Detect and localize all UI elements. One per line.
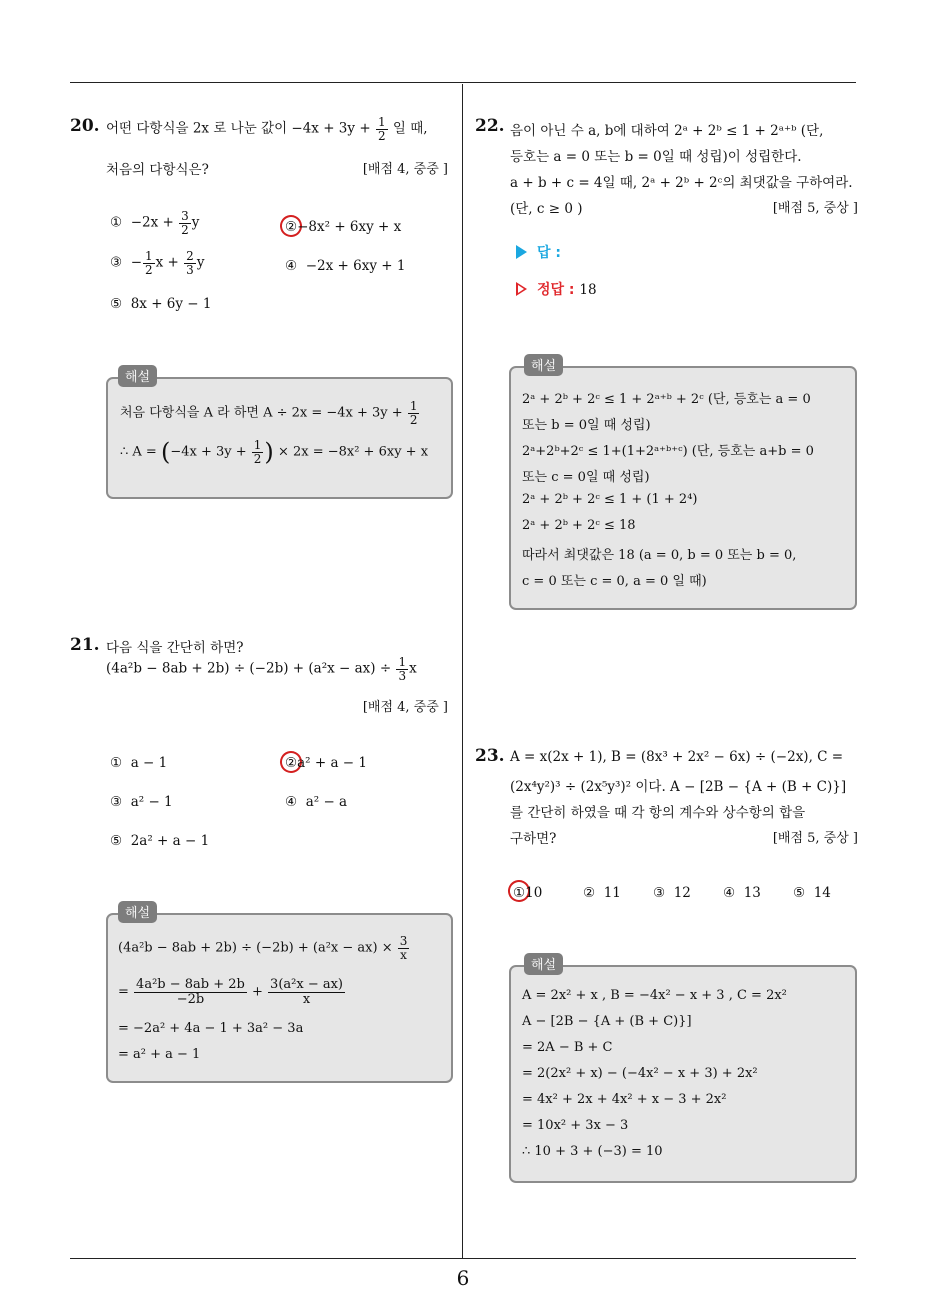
answer-field[interactable]: 답 : xyxy=(516,242,561,262)
question-number: 22. xyxy=(475,116,505,136)
column-divider xyxy=(462,84,463,1258)
option-2[interactable]: ②a² + a − 1 xyxy=(285,755,367,771)
question-number: 21. xyxy=(70,635,100,655)
fraction: $\frac{1}{2}$ xyxy=(377,115,386,143)
solution-line: ∴ 10 + 3 + (−3) = 10 xyxy=(522,1144,663,1159)
score-difficulty: [배점 4, 중중 ] xyxy=(362,162,448,177)
option-3[interactable]: ③ 12 xyxy=(653,885,691,901)
play-icon xyxy=(516,245,527,259)
solution-line: = 4x² + 2x + 4x² + x − 3 + 2x² xyxy=(522,1092,727,1107)
option-4[interactable]: ④ −2x + 6xy + 1 xyxy=(285,258,406,274)
score-difficulty: [배점 5, 중상 ] xyxy=(772,831,858,846)
solution-line: 처음 다항식을 A 라 하면 A ÷ 2x = −4x + 3y + $\frac{1}{2}$ xyxy=(120,399,418,427)
bottom-rule xyxy=(70,1258,856,1259)
option-1[interactable]: ① a − 1 xyxy=(110,755,168,771)
score-difficulty: [배점 4, 중중 ] xyxy=(362,700,448,715)
question-text: A = x(2x + 1), B = (8x³ + 2x² − 6x) ÷ (−2x), C = xyxy=(510,749,844,765)
question-number: 23. xyxy=(475,746,505,766)
solution-tag: 해설 xyxy=(118,901,157,923)
solution-line: = a² + a − 1 xyxy=(118,1047,201,1062)
solution-line: A = 2x² + x , B = −4x² − x + 3 , C = 2x² xyxy=(522,988,787,1003)
solution-tag: 해설 xyxy=(118,365,157,387)
question-number: 20. xyxy=(70,116,100,136)
solution-line: ∴ A = (−4x + 3y + $\frac{1}{2}$ ) × 2x = −8x² + 6xy + x xyxy=(120,437,429,466)
option-4[interactable]: ④ 13 xyxy=(723,885,761,901)
solution-line: = 2A − B + C xyxy=(522,1040,613,1055)
question-text: 구하면? xyxy=(510,831,557,847)
question-text: (2x⁴y²)³ ÷ (2x⁵y³)² 이다. A − [2B − {A + (B + C)}] xyxy=(510,779,847,795)
option-2[interactable]: ②−8x² + 6xy + x xyxy=(285,219,402,235)
solution-line: 또는 c = 0일 때 성립) xyxy=(522,470,650,485)
option-4[interactable]: ④ a² − a xyxy=(285,794,348,810)
option-2[interactable]: ② 11 xyxy=(583,885,621,901)
solution-line: 따라서 최댓값은 18 (a = 0, b = 0 또는 b = 0, xyxy=(522,548,797,563)
page-number: 6 xyxy=(456,1266,470,1290)
question-text: 다음 식을 간단히 하면? xyxy=(106,640,244,656)
solution-line: = −2a² + 4a − 1 + 3a² − 3a xyxy=(118,1021,304,1036)
solution-tag: 해설 xyxy=(524,354,563,376)
solution-tag: 해설 xyxy=(524,953,563,975)
solution-line: = 2(2x² + x) − (−4x² − x + 3) + 2x² xyxy=(522,1066,758,1081)
solution-line: 2ᵃ + 2ᵇ + 2ᶜ ≤ 1 + 2ᵃ⁺ᵇ + 2ᶜ (단, 등호는 a = 0 xyxy=(522,392,811,407)
correct-answer-value: 18 xyxy=(579,282,597,298)
solution-line: 2ᵃ + 2ᵇ + 2ᶜ ≤ 18 xyxy=(522,518,636,533)
score-difficulty: [배점 5, 중상 ] xyxy=(772,201,858,216)
solution-line: c = 0 또는 c = 0, a = 0 일 때) xyxy=(522,574,707,589)
option-1[interactable]: ① −2x + $\frac{3}{2}$ y xyxy=(110,209,200,237)
question-text: a + b + c = 4일 때, 2ᵃ + 2ᵇ + 2ᶜ의 최댓값을 구하여라. xyxy=(510,175,853,191)
option-5[interactable]: ⑤ 8x + 6y − 1 xyxy=(110,296,212,312)
option-1[interactable]: ①10 xyxy=(513,885,543,901)
option-3[interactable]: ③ a² − 1 xyxy=(110,794,173,810)
correct-answer: 정답 : 18 xyxy=(516,279,597,299)
question-text: (단, c ≥ 0 ) xyxy=(510,201,583,217)
solution-line: = 10x² + 3x − 3 xyxy=(522,1118,629,1133)
solution-line: A − [2B − {A + (B + C)}] xyxy=(522,1014,692,1029)
question-text: 등호는 a = 0 또는 b = 0일 때 성립)이 성립한다. xyxy=(510,149,802,165)
top-rule xyxy=(70,82,856,83)
question-text: 를 간단히 하였을 때 각 항의 계수와 상수항의 합을 xyxy=(510,805,806,821)
question-text: 음이 아닌 수 a, b에 대하여 2ᵃ + 2ᵇ ≤ 1 + 2ᵃ⁺ᵇ (단, xyxy=(510,123,824,139)
question-text: 처음의 다항식은? xyxy=(106,162,209,178)
question-text: 어떤 다항식을 2x 로 나눈 값이 −4x + 3y + $\frac{1}{2}$ 일 때, xyxy=(106,115,428,143)
solution-line: 2ᵃ + 2ᵇ + 2ᶜ ≤ 1 + (1 + 2⁴) xyxy=(522,492,698,507)
option-5[interactable]: ⑤ 14 xyxy=(793,885,831,901)
option-3[interactable]: ③ − $\frac{1}{2}$ x + $\frac{2}{3}$ y xyxy=(110,249,205,277)
outline-play-icon xyxy=(516,282,527,296)
solution-line: 2ᵃ+2ᵇ+2ᶜ ≤ 1+(1+2ᵃ⁺ᵇ⁺ᶜ) (단, 등호는 a+b = 0 xyxy=(522,444,814,459)
option-5[interactable]: ⑤ 2a² + a − 1 xyxy=(110,833,210,849)
solution-line: = $\frac{\text{4a²b − 8ab + 2b}}{-2b}$ + $\frac{\text{3(a²x − ax)}}{x}$ xyxy=(118,977,343,1007)
solution-line: 또는 b = 0일 때 성립) xyxy=(522,418,651,433)
question-text: (4a²b − 8ab + 2b) ÷ (−2b) + (a²x − ax) ÷ $\frac{1}{3}$ x xyxy=(106,655,417,683)
solution-line: (4a²b − 8ab + 2b) ÷ (−2b) + (a²x − ax) × $\frac{3}{x}$ xyxy=(118,934,408,962)
